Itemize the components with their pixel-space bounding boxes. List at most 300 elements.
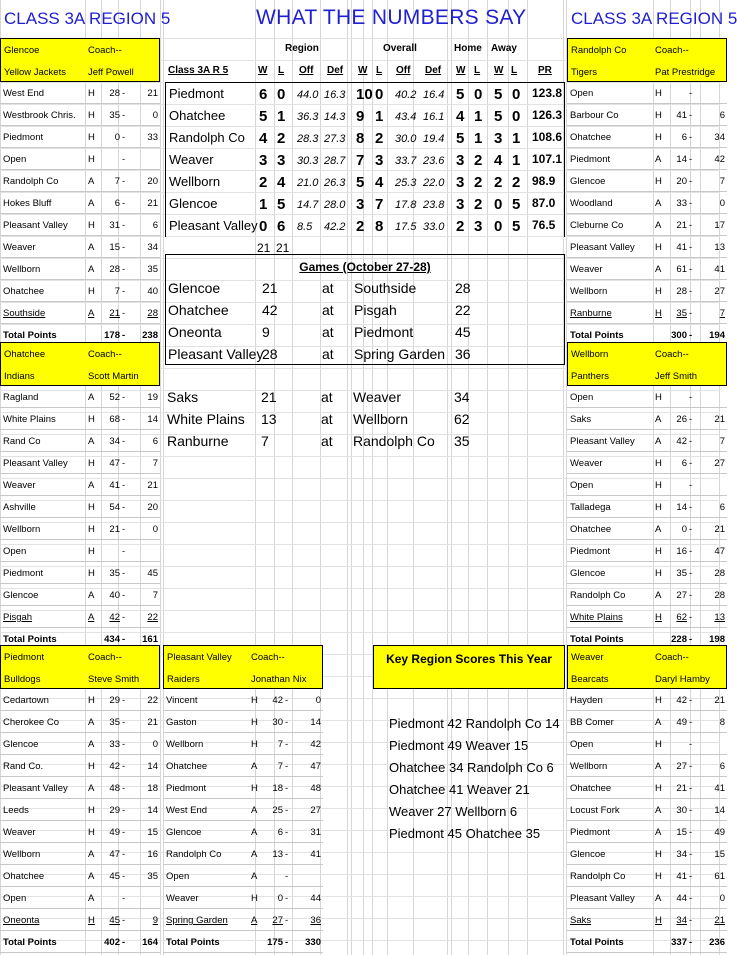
standing-home-w: 3 — [456, 174, 465, 191]
score-against: 6 — [719, 110, 725, 121]
game-row — [567, 82, 727, 104]
header-right: CLASS 3A REGION 5 — [571, 9, 737, 28]
score-for: 34 — [676, 915, 687, 926]
standing-home-w: 3 — [456, 152, 465, 169]
home-away: H — [655, 110, 662, 121]
standing-region-off: 36.3 — [297, 111, 319, 123]
score-dash: - — [122, 176, 126, 187]
total-row — [567, 931, 727, 953]
score-for: 35 — [676, 308, 687, 319]
standing-away-w: 4 — [494, 152, 503, 169]
game-row — [0, 733, 160, 755]
opponent: BB Comer — [570, 717, 614, 728]
game-row — [567, 689, 727, 711]
score-against: 21 — [714, 524, 725, 535]
opponent: Piedmont — [570, 546, 611, 557]
score-for: 18 — [272, 783, 283, 794]
score-against: 33 — [147, 132, 158, 143]
score-dash: - — [122, 568, 126, 579]
standing-home-l: 1 — [474, 108, 483, 125]
score-for: 42 — [109, 612, 120, 623]
score-dash: - — [689, 590, 693, 601]
game-row — [567, 192, 727, 214]
score-dash: - — [689, 264, 693, 275]
score-for: 7 — [114, 176, 120, 187]
standing-region-def: 28.7 — [324, 155, 346, 167]
game-row — [0, 821, 160, 843]
home-away: A — [655, 220, 662, 231]
game-home-score: 36 — [455, 346, 471, 362]
total-label: Total Points — [570, 634, 624, 645]
opponent: Rand Co — [3, 436, 41, 447]
game-row — [163, 733, 323, 755]
score-dash: - — [122, 308, 126, 319]
home-away: A — [655, 154, 662, 165]
game-row — [0, 258, 160, 280]
score-for: 30 — [676, 805, 687, 816]
standing-team: Glencoe — [169, 196, 218, 211]
score-against: 28 — [714, 590, 725, 601]
score-dash: - — [689, 695, 693, 706]
total-dash: - — [285, 937, 289, 948]
opponent: White Plains — [570, 612, 623, 623]
coach-label: Coach-- — [251, 652, 285, 663]
team-nickname: Bearcats — [571, 674, 609, 685]
standing-overall-l: 8 — [375, 218, 384, 235]
score-against: 27 — [714, 458, 725, 469]
opponent: Cherokee Co — [3, 717, 59, 728]
total-against: 330 — [305, 937, 321, 948]
home-away: H — [88, 761, 95, 772]
standings-row — [166, 83, 564, 105]
standing-region-w: 5 — [259, 108, 268, 125]
team-name: Weaver — [571, 652, 604, 663]
opponent: Wellborn — [166, 739, 204, 750]
score-dash: - — [122, 154, 126, 165]
score-dash: - — [689, 546, 693, 557]
score-for: 45 — [109, 871, 120, 882]
score-dash: - — [689, 502, 693, 513]
opponent: Wellborn — [3, 849, 41, 860]
opponent: Spring Garden — [166, 915, 228, 926]
score-for: 41 — [109, 480, 120, 491]
standing-overall-off: 30.0 — [395, 133, 417, 145]
standing-overall-w: 8 — [356, 130, 365, 147]
opponent: Pleasant Valley — [3, 220, 68, 231]
opponent: Pleasant Valley — [570, 436, 635, 447]
home-away: H — [88, 220, 95, 231]
standing-region-def: 26.3 — [324, 177, 346, 189]
coach-label: Coach-- — [88, 349, 122, 360]
score-against: 7 — [152, 458, 158, 469]
score-against: 7 — [152, 590, 158, 601]
score-against: 22 — [147, 695, 158, 706]
home-away: A — [655, 198, 662, 209]
opponent: Saks — [570, 915, 592, 926]
opponent: Piedmont — [3, 568, 44, 579]
opponent: Ohatchee — [166, 761, 208, 772]
game-home-team: Piedmont — [354, 324, 414, 340]
home-away: H — [251, 717, 258, 728]
game-row — [567, 258, 727, 280]
key-score-line: Weaver 27 Wellborn 6 — [389, 804, 518, 819]
coach-label: Coach-- — [655, 652, 689, 663]
score-dash: - — [122, 783, 126, 794]
score-against: 44 — [310, 893, 321, 904]
standing-region-off: 30.3 — [297, 155, 319, 167]
score-against: 13 — [714, 612, 725, 623]
game-matchup — [166, 277, 564, 299]
standings-row — [166, 149, 564, 171]
opponent: Wellborn — [3, 524, 41, 535]
score-against: 31 — [310, 827, 321, 838]
score-dash: - — [689, 414, 693, 425]
total-label: Total Points — [570, 937, 624, 948]
score-against: 35 — [147, 871, 158, 882]
score-for: 61 — [676, 264, 687, 275]
standing-team: Pleasant Valley — [169, 218, 258, 233]
score-dash: - — [689, 132, 693, 143]
home-away: H — [655, 176, 662, 187]
game-row — [567, 909, 727, 931]
opponent: Oneonta — [3, 915, 40, 926]
standings-group-header — [165, 38, 565, 60]
score-dash: - — [122, 827, 126, 838]
game-row — [567, 386, 727, 408]
score-dash: - — [122, 220, 126, 231]
opponent: Randolph Co — [3, 176, 59, 187]
opponent: Wellborn — [570, 761, 608, 772]
game-row — [0, 430, 160, 452]
opponent: Cleburne Co — [570, 220, 624, 231]
score-dash: - — [689, 154, 693, 165]
game-away-score: 7 — [261, 433, 269, 449]
game-row — [567, 280, 727, 302]
home-away: A — [251, 915, 258, 926]
score-dash: - — [285, 783, 289, 794]
standing-region-w: 4 — [259, 130, 268, 147]
opponent: Talladega — [570, 502, 611, 513]
score-for: 33 — [676, 198, 687, 209]
standing-away-w: 2 — [494, 174, 503, 191]
game-at-label: at — [321, 411, 333, 427]
score-against: 61 — [714, 871, 725, 882]
game-away-team: White Plains — [167, 411, 245, 427]
game-row — [0, 302, 160, 324]
opponent: Piedmont — [570, 827, 611, 838]
home-away: A — [88, 783, 95, 794]
standings-row — [166, 127, 564, 149]
score-against: 48 — [310, 783, 321, 794]
score-dash: - — [689, 739, 693, 750]
opponent: Leeds — [3, 805, 29, 816]
score-for: 42 — [109, 761, 120, 772]
score-against: 18 — [147, 783, 158, 794]
game-away-score: 9 — [262, 324, 270, 340]
game-row — [163, 887, 323, 909]
score-for: 47 — [109, 849, 120, 860]
col-region-l: L — [278, 65, 285, 76]
home-away: H — [655, 458, 662, 469]
opponent: Pisgah — [3, 612, 33, 623]
col-region-off: Off — [299, 65, 314, 76]
game-away-team: Saks — [167, 389, 199, 405]
home-away: H — [655, 502, 662, 513]
game-row — [0, 518, 160, 540]
opponent: Piedmont — [570, 154, 611, 165]
score-against: 21 — [714, 414, 725, 425]
home-away: A — [88, 871, 95, 882]
game-at-label: at — [322, 324, 334, 340]
score-dash: - — [285, 893, 289, 904]
standing-team: Wellborn — [169, 174, 221, 189]
home-away: H — [88, 502, 95, 513]
standing-overall-off: 33.7 — [395, 155, 417, 167]
game-home-score: 45 — [455, 324, 471, 340]
score-dash: - — [122, 739, 126, 750]
score-dash: - — [689, 242, 693, 253]
opponent: Open — [166, 871, 190, 882]
total-for: 228 — [671, 634, 687, 645]
standing-overall-w: 7 — [356, 152, 365, 169]
game-matchup — [165, 408, 565, 430]
home-away: A — [655, 524, 662, 535]
opponent: Weaver — [166, 893, 199, 904]
score-for: 44 — [676, 893, 687, 904]
standing-overall-off: 17.5 — [395, 221, 417, 233]
team-name: Ohatchee — [4, 349, 46, 360]
game-at-label: at — [322, 302, 334, 318]
score-dash: - — [689, 524, 693, 535]
score-for: 16 — [676, 546, 687, 557]
score-dash: - — [122, 198, 126, 209]
game-row — [567, 562, 727, 584]
score-against: 17 — [714, 220, 725, 231]
home-away: H — [88, 458, 95, 469]
game-away-score: 13 — [261, 411, 277, 427]
score-for: 42 — [676, 436, 687, 447]
score-dash: - — [689, 568, 693, 579]
opponent: West End — [166, 805, 208, 816]
standing-region-def: 28.0 — [324, 199, 346, 211]
game-row — [0, 214, 160, 236]
home-away: H — [655, 783, 662, 794]
opponent: Randolph Co — [570, 590, 626, 601]
home-away: H — [88, 154, 95, 165]
standing-overall-off: 25.3 — [395, 177, 417, 189]
score-dash: - — [689, 392, 693, 403]
score-for: 21 — [676, 220, 687, 231]
score-dash: - — [122, 761, 126, 772]
standing-power-rating: 126.3 — [532, 108, 563, 122]
score-for: 21 — [109, 308, 120, 319]
game-row — [567, 584, 727, 606]
opponent: West End — [3, 88, 45, 99]
home-away: A — [88, 436, 95, 447]
score-dash: - — [122, 590, 126, 601]
score-for: 54 — [109, 502, 120, 513]
game-at-label: at — [321, 389, 333, 405]
standing-overall-def: 22.0 — [423, 177, 445, 189]
game-row — [567, 777, 727, 799]
game-row — [0, 452, 160, 474]
team-nickname: Bulldogs — [4, 674, 41, 685]
standing-region-off: 28.3 — [297, 133, 319, 145]
home-away: H — [655, 849, 662, 860]
game-row — [0, 474, 160, 496]
game-at-label: at — [321, 433, 333, 449]
score-against: 15 — [714, 849, 725, 860]
home-away: A — [88, 264, 95, 275]
opponent: Glencoe — [570, 568, 606, 579]
score-against: 19 — [147, 392, 158, 403]
home-away: H — [251, 783, 258, 794]
game-row — [0, 170, 160, 192]
game-matchup — [166, 299, 564, 321]
home-away: H — [655, 242, 662, 253]
opponent: Ohatchee — [3, 286, 45, 297]
games-box — [165, 254, 565, 365]
standing-overall-l: 1 — [375, 108, 384, 125]
standing-home-w: 5 — [456, 130, 465, 147]
home-away: H — [655, 739, 662, 750]
home-away: A — [88, 590, 95, 601]
col-overall-l: L — [376, 65, 383, 76]
score-against: 35 — [147, 264, 158, 275]
score-for: 30 — [272, 717, 283, 728]
score-for: 41 — [676, 242, 687, 253]
score-dash: - — [689, 783, 693, 794]
score-against: 0 — [152, 524, 158, 535]
standings-row — [166, 193, 564, 215]
score-for: 26 — [676, 414, 687, 425]
home-away: H — [655, 308, 662, 319]
home-away: A — [655, 414, 662, 425]
game-row — [163, 821, 323, 843]
score-for: 20 — [676, 176, 687, 187]
key-scores — [373, 645, 565, 845]
team-name: Randolph Co — [571, 45, 627, 56]
key-scores-title: Key Region Scores This Year — [373, 645, 565, 689]
total-dash: - — [689, 634, 693, 645]
home-away: H — [655, 546, 662, 557]
standing-region-l: 5 — [277, 196, 286, 213]
team-nickname: Indians — [4, 371, 35, 382]
score-against: 47 — [310, 761, 321, 772]
standing-overall-w: 10 — [356, 86, 373, 103]
score-against: 6 — [152, 220, 158, 231]
game-row — [163, 755, 323, 777]
team-header — [0, 342, 160, 386]
standing-overall-def: 23.6 — [423, 155, 445, 167]
coach-name: Steve Smith — [88, 674, 140, 685]
score-dash: - — [285, 849, 289, 860]
coach-name: Scott Martin — [88, 371, 139, 382]
total-label: Total Points — [166, 937, 220, 948]
score-for: 27 — [272, 915, 283, 926]
score-for: 13 — [272, 849, 283, 860]
game-away-team: Glencoe — [168, 280, 221, 296]
standing-power-rating: 87.0 — [532, 196, 556, 210]
score-dash: - — [689, 612, 693, 623]
game-row — [0, 711, 160, 733]
team-header — [567, 342, 727, 386]
score-dash: - — [689, 220, 693, 231]
game-away-score: 28 — [262, 346, 278, 362]
opponent: Barbour Co — [570, 110, 619, 121]
score-dash: - — [122, 612, 126, 623]
score-for: 45 — [109, 915, 120, 926]
score-dash: - — [285, 871, 289, 882]
game-row — [567, 887, 727, 909]
standing-away-w: 0 — [494, 196, 503, 213]
game-home-team: Spring Garden — [354, 346, 446, 362]
score-for: 34 — [109, 436, 120, 447]
col-home-l: L — [474, 65, 481, 76]
game-row — [567, 170, 727, 192]
opponent: Weaver — [3, 480, 36, 491]
standing-region-def: 14.3 — [324, 111, 346, 123]
standing-away-w: 5 — [494, 108, 503, 125]
opponent: Open — [3, 154, 27, 165]
score-for: 6 — [681, 458, 687, 469]
total-for: 337 — [671, 937, 687, 948]
total-for: 300 — [671, 330, 687, 341]
standing-overall-l: 2 — [375, 130, 384, 147]
group-home: Home — [454, 43, 482, 54]
home-away: A — [251, 849, 258, 860]
standing-team: Randolph Co — [169, 130, 245, 145]
home-away: A — [88, 176, 95, 187]
opponent: Wellborn — [570, 286, 608, 297]
score-for: 14 — [676, 154, 687, 165]
score-against: 14 — [147, 805, 158, 816]
game-row — [0, 755, 160, 777]
home-away: H — [88, 414, 95, 425]
game-row — [0, 126, 160, 148]
team-block-piedmont — [0, 645, 160, 953]
standing-overall-def: 16.4 — [423, 89, 445, 101]
game-home-team: Southside — [354, 280, 417, 296]
opponent: Pleasant Valley — [3, 458, 68, 469]
standing-region-l: 6 — [277, 218, 286, 235]
standing-away-l: 5 — [512, 196, 521, 213]
score-against: 20 — [147, 176, 158, 187]
score-for: 41 — [676, 871, 687, 882]
score-for: 21 — [109, 524, 120, 535]
standings-row — [166, 215, 564, 237]
total-for: 175 — [267, 937, 283, 948]
home-away: H — [655, 392, 662, 403]
team-block-wellborn — [567, 342, 727, 650]
game-row — [567, 865, 727, 887]
opponent: Weaver — [3, 827, 36, 838]
score-against: 36 — [310, 915, 321, 926]
col-region-def: Def — [327, 65, 344, 76]
team-block-ohatchee — [0, 342, 160, 650]
standing-region-w: 0 — [259, 218, 268, 235]
score-against: 21 — [147, 480, 158, 491]
game-row — [163, 909, 323, 931]
opponent: Ragland — [3, 392, 39, 403]
col-home-w: W — [456, 65, 466, 76]
game-matchup — [166, 321, 564, 343]
home-away: A — [251, 871, 258, 882]
score-dash: - — [122, 242, 126, 253]
score-for: 6 — [114, 198, 120, 209]
score-for: 28 — [109, 88, 120, 99]
score-against: 47 — [714, 546, 725, 557]
